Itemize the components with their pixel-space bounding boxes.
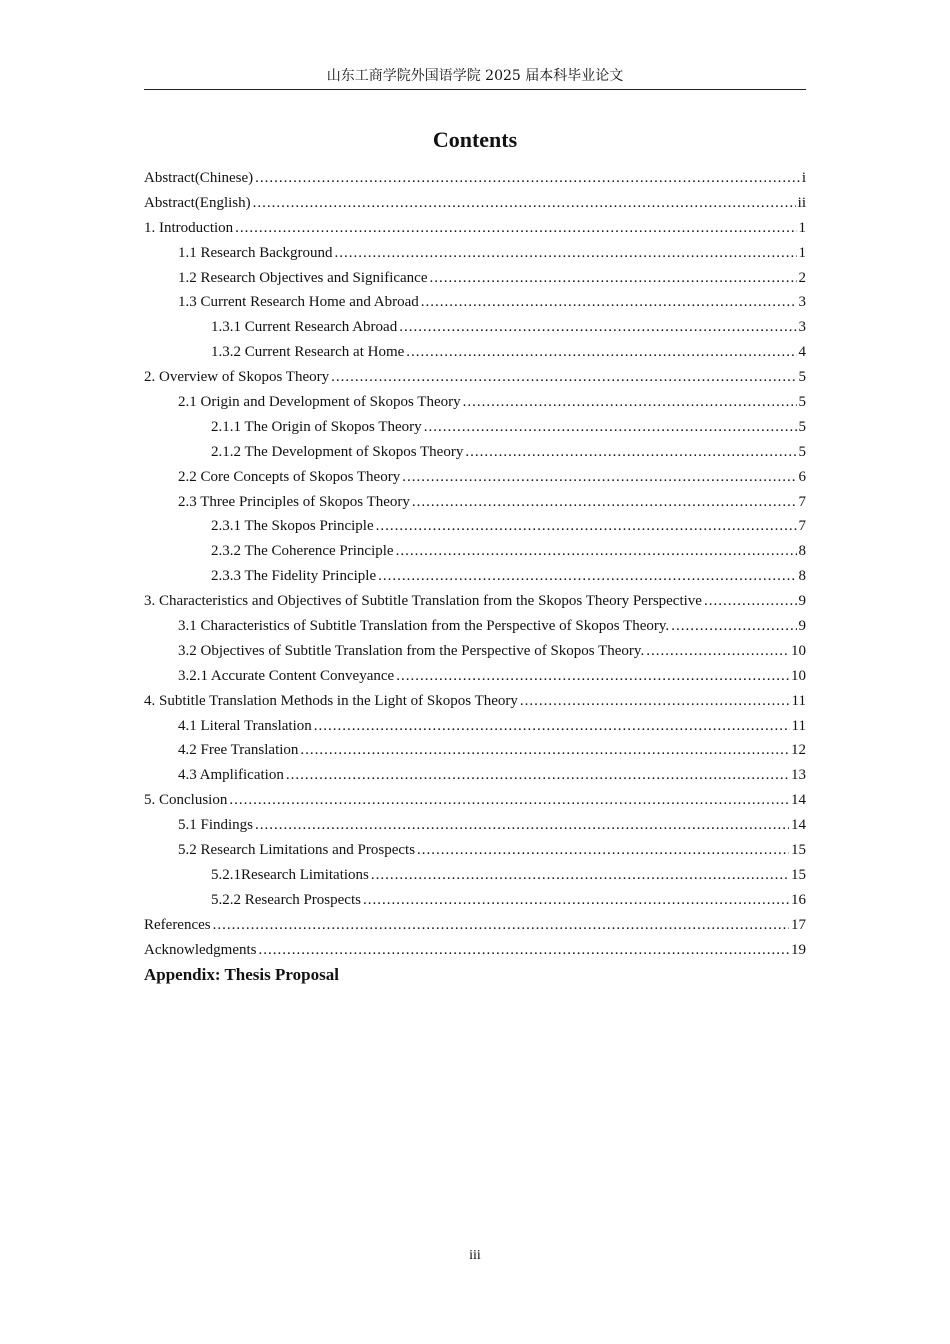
toc-entry-label: 1.1 Research Background [178,244,333,261]
toc-entry-page: 8 [798,543,806,560]
toc-entry-page: 15 [791,842,806,859]
toc-dot-leader [406,340,796,364]
toc-dot-leader [396,664,789,688]
toc-entry-page: 9 [798,593,806,610]
toc-entry-page: 4 [798,344,806,361]
toc-dot-leader [402,465,796,489]
toc-entry-page: 3 [798,319,806,336]
header-rule [144,89,806,90]
toc-entry-label: References [144,916,211,933]
toc-dot-leader [520,689,790,713]
toc-dot-leader [258,938,789,962]
toc-entry[interactable] [144,788,806,813]
toc-entry[interactable] [144,241,806,266]
toc-entry-page: ii [797,194,806,211]
toc-dot-leader [424,415,797,439]
toc-entry[interactable] [144,440,806,465]
page-title: Contents [432,127,518,152]
toc-entry-label: 4.1 Literal Translation [178,717,312,734]
toc-dot-leader [235,216,796,240]
toc-entry[interactable] [144,589,806,614]
table-of-contents [144,166,806,963]
toc-entry-label: 2.3.3 The Fidelity Principle [211,568,377,585]
toc-entry-page: 7 [798,518,806,535]
toc-entry[interactable] [144,465,806,490]
toc-dot-leader [371,863,789,887]
toc-entry[interactable] [144,664,806,689]
toc-entry-label: 2.1 Origin and Development of Skopos Theory [178,394,461,411]
toc-entry[interactable] [144,738,806,763]
toc-entry-page: 5 [798,369,806,386]
toc-dot-leader [331,365,796,389]
toc-entry-label: 2. Overview of Skopos Theory [144,369,330,386]
toc-dot-leader [465,440,796,464]
toc-entry-page: 10 [791,642,806,659]
toc-entry-label: 2.3.2 The Coherence Principle [211,543,394,560]
toc-entry[interactable] [144,938,806,963]
toc-dot-leader [430,266,797,290]
toc-entry-page: i [801,170,806,186]
toc-entry-label: 2.3.1 The Skopos Principle [211,518,374,535]
page-number: iii [469,1248,481,1263]
toc-entry-label: 4. Subtitle Translation Methods in the Light of Skopos Theory [144,692,518,709]
toc-entry-page: 9 [798,618,806,635]
toc-entry-label: 2.3 Three Principles of Skopos Theory [178,493,410,510]
toc-entry-label: 2.2 Core Concepts of Skopos Theory [178,468,401,485]
toc-entry[interactable] [144,539,806,564]
toc-entry-label: 5.1 Findings [178,817,254,834]
toc-dot-leader [363,888,789,912]
toc-entry-label: 5. Conclusion [144,792,228,809]
toc-entry-label: Abstract(English) [144,194,251,211]
toc-entry-page: 5 [798,418,806,435]
toc-entry[interactable] [144,838,806,863]
toc-entry[interactable] [144,390,806,415]
toc-dot-leader [646,639,789,663]
toc-entry-page: 11 [791,692,806,709]
toc-entry-page: 7 [798,493,806,510]
toc-entry-label: 4.3 Amplification [178,767,284,784]
toc-entry[interactable] [144,340,806,365]
toc-entry[interactable] [144,888,806,913]
running-header: 山东工商学院外国语学院 2025 届本科毕业论文 [326,68,624,84]
toc-entry[interactable] [144,490,806,515]
toc-entry[interactable] [144,763,806,788]
toc-entry-page: 6 [798,468,806,485]
toc-entry-page: 14 [791,792,806,809]
toc-entry[interactable] [144,266,806,291]
appendix-heading[interactable]: Appendix: Thesis Proposal [144,965,339,984]
toc-entry-label: 5.2 Research Limitations and Prospects [178,842,416,859]
toc-dot-leader [378,564,796,588]
toc-dot-leader [335,241,797,265]
toc-dot-leader [421,290,797,314]
toc-entry-label: 2.1.2 The Development of Skopos Theory [211,443,464,460]
toc-entry-page: 19 [791,941,806,958]
toc-entry-page: 10 [791,667,806,684]
toc-entry-label: 1.3 Current Research Home and Abroad [178,294,419,311]
toc-entry[interactable] [144,714,806,739]
toc-entry[interactable] [144,290,806,315]
toc-entry[interactable] [144,614,806,639]
toc-dot-leader [463,390,797,414]
toc-entry-page: 8 [798,568,806,585]
toc-entry-page: 5 [798,443,806,460]
toc-entry-label: 5.2.1Research Limitations [211,866,369,883]
toc-entry-label: 3.1 Characteristics of Subtitle Translation from the Perspective of Skopos Theory. [178,618,670,635]
toc-dot-leader [417,838,789,862]
toc-entry-label: 1. Introduction [144,219,234,236]
toc-entry-label: Acknowledgments [144,941,257,958]
toc-entry-page: 1 [798,244,806,261]
toc-entry-page: 11 [791,717,806,734]
toc-entry-label: 1.2 Research Objectives and Significance [178,269,428,286]
toc-entry[interactable] [144,913,806,938]
toc-entry-label: 1.3.2 Current Research at Home [211,344,405,361]
toc-entry[interactable] [144,564,806,589]
toc-dot-leader [314,714,790,738]
toc-entry-label: 5.2.2 Research Prospects [211,891,361,908]
toc-dot-leader [376,514,797,538]
toc-entry-label: 3.2 Objectives of Subtitle Translation from the Perspective of Skopos Theory. [178,642,645,659]
toc-entry[interactable] [144,863,806,888]
toc-dot-leader [255,813,789,837]
toc-dot-leader [286,763,789,787]
toc-entry-label: 3.2.1 Accurate Content Conveyance [178,667,395,684]
toc-entry[interactable] [144,166,806,191]
toc-entry-page: 15 [791,866,806,883]
toc-entry-label: Abstract(Chinese) [144,170,254,186]
toc-dot-leader [213,913,789,937]
toc-entry-label: 4.2 Free Translation [178,742,299,759]
toc-entry-page: 14 [791,817,806,834]
toc-entry[interactable] [144,216,806,241]
toc-dot-leader [396,539,797,563]
toc-entry[interactable] [144,315,806,340]
toc-dot-leader [704,589,797,613]
toc-dot-leader [671,614,796,638]
toc-entry-label: 2.1.1 The Origin of Skopos Theory [211,418,422,435]
toc-entry[interactable] [144,514,806,539]
toc-entry[interactable] [144,639,806,664]
toc-entry-page: 1 [798,219,806,236]
toc-entry[interactable] [144,813,806,838]
toc-entry-label: 3. Characteristics and Objectives of Subtitle Translation from the Skopos Theory Perspective [144,593,702,610]
toc-entry[interactable] [144,191,806,216]
toc-dot-leader [255,166,800,190]
toc-entry-page: 17 [791,916,806,933]
toc-entry[interactable] [144,365,806,390]
toc-entry-page: 3 [798,294,806,311]
toc-entry-page: 16 [791,891,806,908]
toc-entry[interactable] [144,415,806,440]
toc-entry-page: 2 [798,269,806,286]
toc-dot-leader [229,788,789,812]
toc-dot-leader [412,490,797,514]
toc-dot-leader [399,315,796,339]
toc-dot-leader [253,191,796,215]
toc-entry-page: 13 [791,767,806,784]
toc-entry-page: 12 [791,742,806,759]
toc-entry-label: 1.3.1 Current Research Abroad [211,319,398,336]
toc-entry-page: 5 [798,394,806,411]
toc-dot-leader [300,738,789,762]
toc-entry[interactable] [144,689,806,714]
